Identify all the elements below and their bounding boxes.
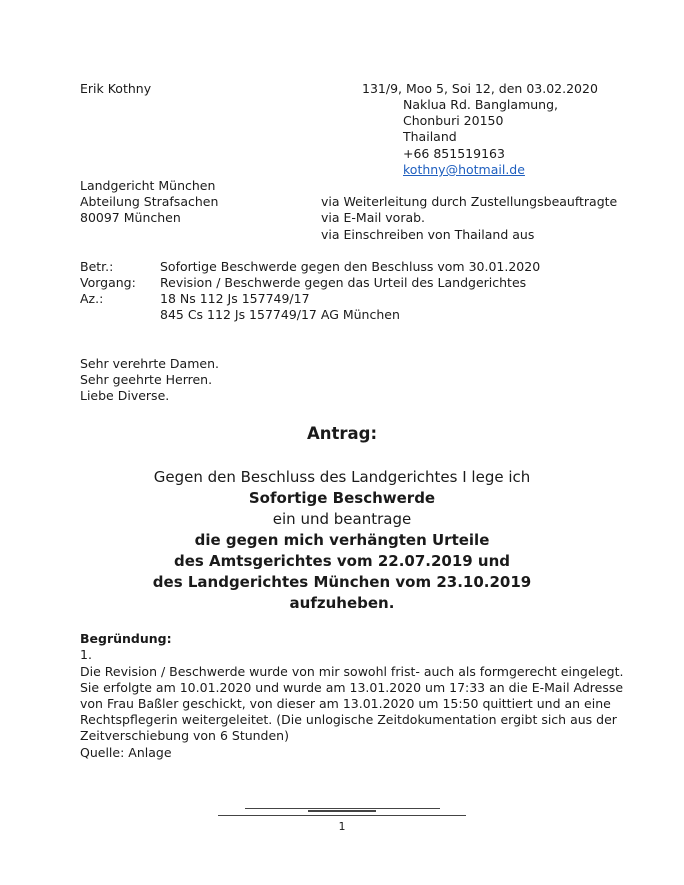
begruendung-line: Rechtspflegerin weitergeleitet. (Die unlogische Zeitdokumentation ergibt sich aus der (80, 712, 617, 727)
vorgang-value: Revision / Beschwerde gegen das Urteil des Landgerichtes (160, 275, 527, 290)
begruendung-heading: Begründung: (80, 631, 172, 646)
sender-address-line: Thailand (403, 129, 457, 144)
begruendung-number: 1. (80, 647, 92, 662)
az-value: 845 Cs 112 Js 157749/17 AG München (160, 307, 400, 322)
sender-name: Erik Kothny (80, 81, 152, 96)
antrag-line: die gegen mich verhängten Urteile (194, 531, 490, 549)
recipient-line: 80097 München (80, 210, 181, 225)
sender-phone: +66 851519163 (403, 146, 505, 161)
sender-address-line: Naklua Rd. Banglamung, (403, 97, 558, 112)
betr-label: Betr.: (80, 259, 114, 274)
salutation-line: Liebe Diverse. (80, 388, 170, 403)
delivery-line: via E-Mail vorab. (321, 210, 426, 225)
page-number: 1 (338, 820, 346, 833)
begruendung-line: von Frau Baßler geschickt, von dieser am 13.01.2020 um 15:50 quittiert und an eine (80, 696, 611, 711)
footer-rule (308, 810, 376, 812)
vorgang-label: Vorgang: (80, 275, 136, 290)
antrag-line: Sofortige Beschwerde (248, 489, 436, 507)
sender-address-line: Chonburi 20150 (403, 113, 504, 128)
salutation-line: Sehr verehrte Damen. (80, 356, 219, 371)
antrag-line: Gegen den Beschluss des Landgerichtes I lege ich (153, 468, 531, 486)
footer-rule (218, 815, 466, 816)
sender-email-link[interactable]: kothny@hotmail.de (403, 162, 525, 177)
recipient-line: Landgericht München (80, 178, 216, 193)
footer-rule (245, 808, 440, 809)
antrag-heading: Antrag: (306, 424, 378, 443)
antrag-line: ein und beantrage (272, 510, 412, 528)
betr-value: Sofortige Beschwerde gegen den Beschluss vom 30.01.2020 (160, 259, 541, 274)
delivery-line: via Einschreiben von Thailand aus (321, 227, 535, 242)
begruendung-line: Die Revision / Beschwerde wurde von mir sowohl frist- auch als formgerecht eingelegt. (80, 664, 624, 679)
begruendung-line: Quelle: Anlage (80, 745, 172, 760)
az-label: Az.: (80, 291, 104, 306)
delivery-line: via Weiterleitung durch Zustellungsbeauftragte (321, 194, 618, 209)
antrag-line: des Amtsgerichtes vom 22.07.2019 und (173, 552, 511, 570)
antrag-line: des Landgerichtes München vom 23.10.2019 (152, 573, 532, 591)
salutation-line: Sehr geehrte Herren. (80, 372, 213, 387)
recipient-line: Abteilung Strafsachen (80, 194, 219, 209)
az-value: 18 Ns 112 Js 157749/17 (160, 291, 310, 306)
sender-address-line: 131/9, Moo 5, Soi 12, den 03.02.2020 (362, 81, 598, 96)
begruendung-line: Zeitverschiebung von 6 Stunden) (80, 728, 289, 743)
antrag-line: aufzuheben. (289, 594, 395, 612)
begruendung-line: Sie erfolgte am 10.01.2020 und wurde am 13.01.2020 um 17:33 an die E-Mail Adresse (80, 680, 624, 695)
